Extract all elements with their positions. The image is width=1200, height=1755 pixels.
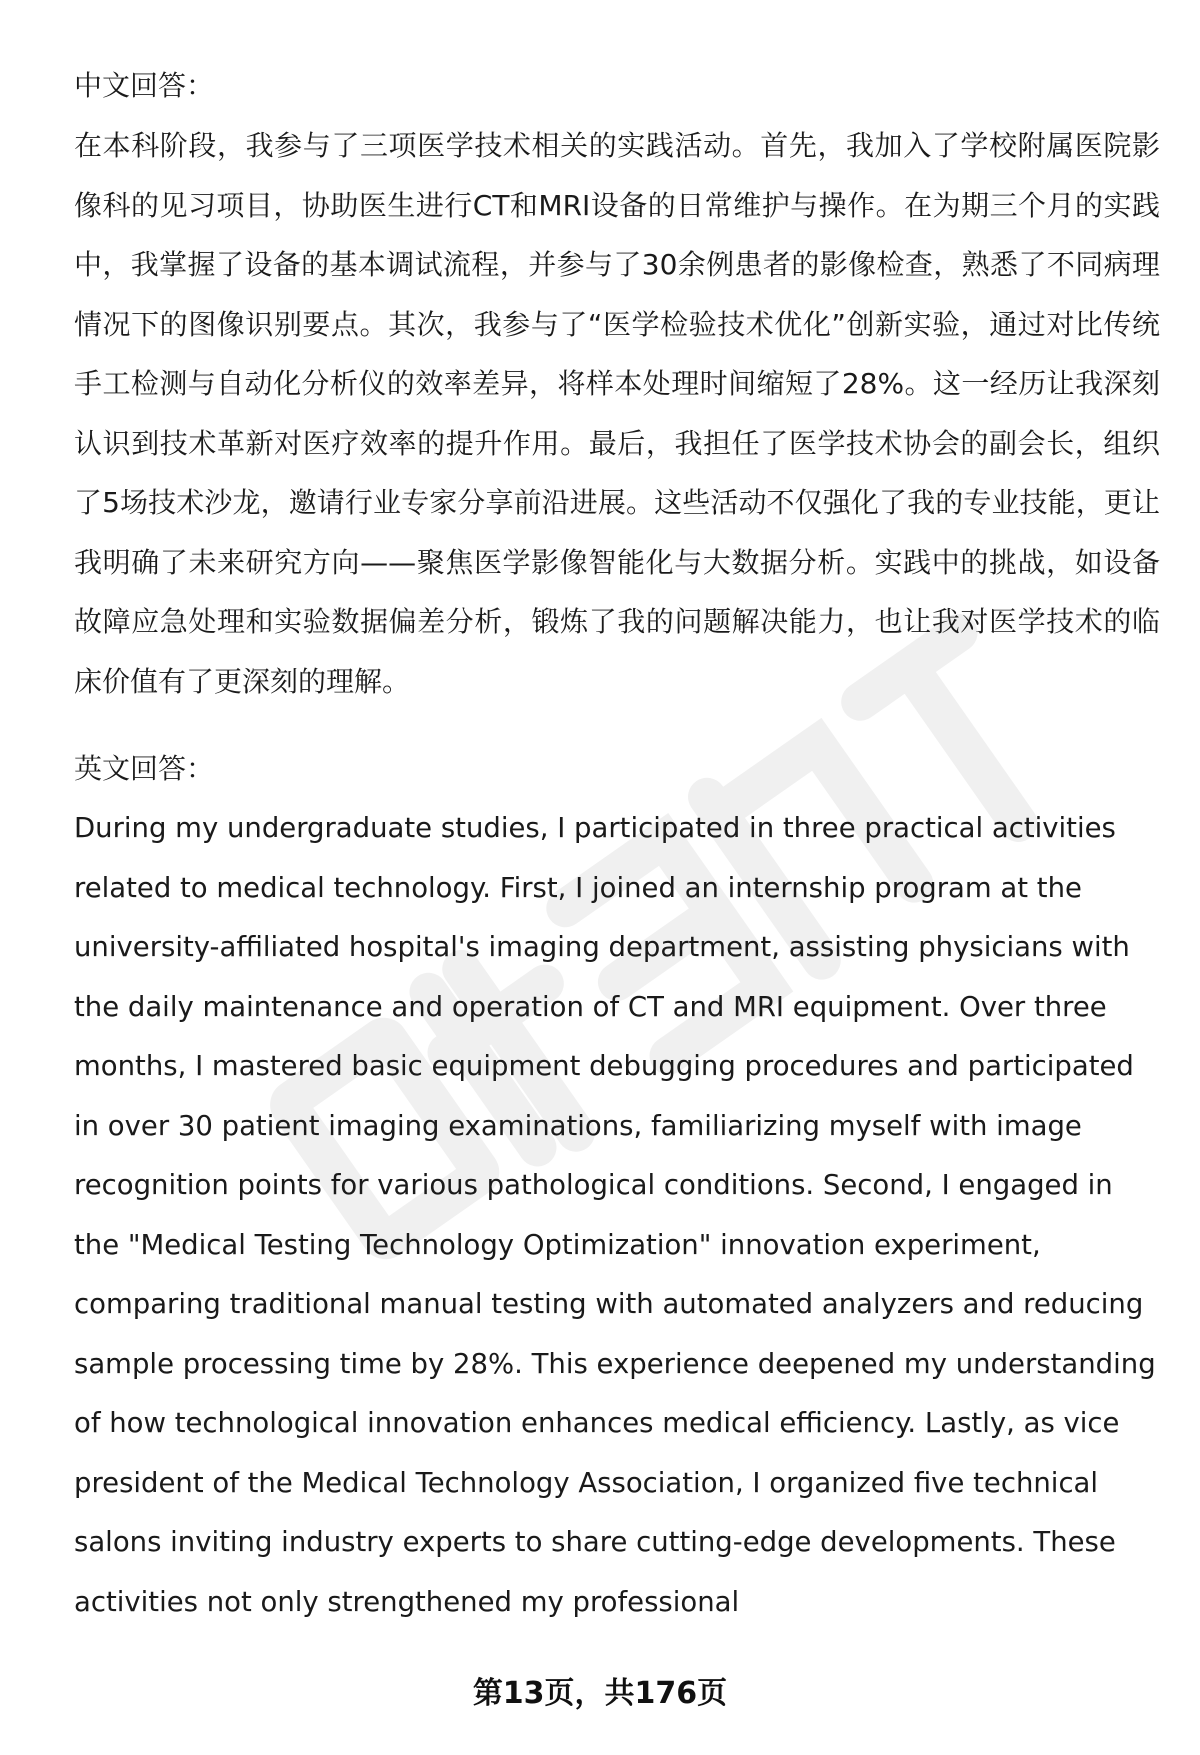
document-content	[74, 66, 1160, 1632]
english-answer-body: During my undergraduate studies, I participated in three practical activities related to medical technology. First, I joined an internship program at the university-affiliated hospital's imaging department, assisting physicians with the daily maintenance and operation of CT and MRI equipment. Over three months, I mastered basic equipment debugging procedures and participated in over 30 patient imaging examinations, familiarizing myself with image recognition points for various pathological conditions. Second, I engaged in the "Medical Testing Technology Optimization" innovation experiment, comparing traditional manual testing with automated analyzers and reducing sample processing time by 28%. This experience deepened my understanding of how technological innovation enhances medical efficiency. Lastly, as vice president of the Medical Technology Association, I organized five technical salons inviting industry experts to share cutting-edge developments. These activities not only strengthened my professional	[74, 812, 1156, 1618]
english-answer-label: 英文回答：	[74, 752, 215, 785]
english-answer-section	[74, 749, 1160, 1632]
page-indicator: 第13页，共176页	[472, 1676, 728, 1711]
chinese-answer-body: 在本科阶段，我参与了三项医学技术相关的实践活动。首先，我加入了学校附属医院影像科的见习项目，协助医生进行CT和MRI设备的日常维护与操作。在为期三个月的实践中，我掌握了设备的基本调试流程，并参与了30余例患者的影像检查，熟悉了不同病理情况下的图像识别要点。其次，我参与了“医学检验技术优化”创新实验，通过对比传统手工检测与自动化分析仪的效率差异，将样本处理时间缩短了28%。这一经历让我深刻认识到技术革新对医疗效率的提升作用。最后，我担任了医学技术协会的副会长，组织了5场技术沙龙，邀请行业专家分享前沿进展。这些活动不仅强化了我的专业技能，更让我明确了未来研究方向——聚焦医学影像智能化与大数据分析。实践中的挑战，如设备故障应急处理和实验数据偏差分析，锻炼了我的问题解决能力，也让我对医学技术的临床价值有了更深刻的理解。	[74, 129, 1160, 698]
chinese-answer-label: 中文回答：	[74, 69, 215, 102]
